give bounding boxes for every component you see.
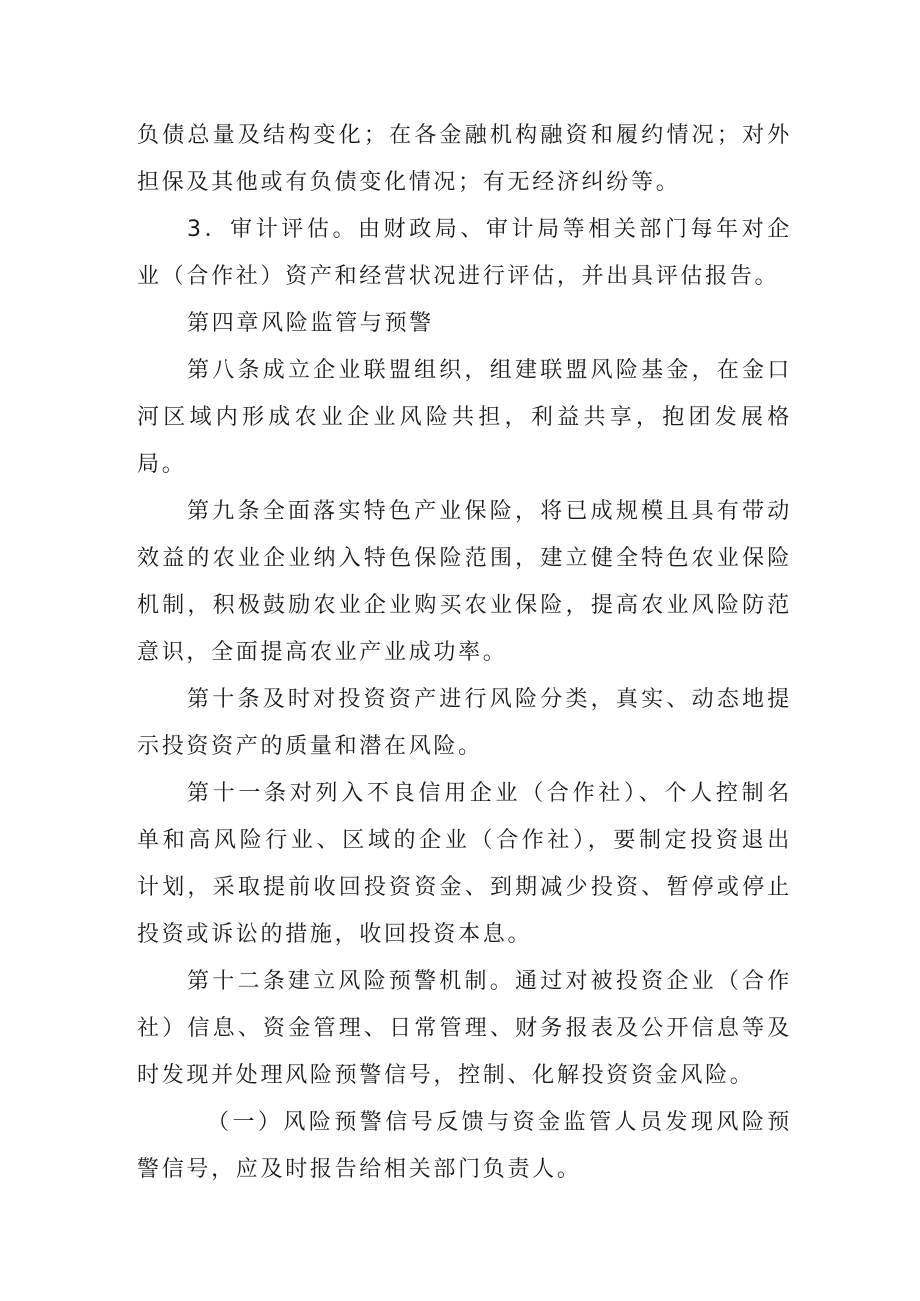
chapter-heading: 第四章风险监管与预警 [187, 311, 435, 336]
paragraph-article-8: 第八条成立企业联盟组织，组建联盟风险基金，在金口河区域内形成农业企业风险共担，利益共享，抱团发展格局。 [137, 358, 792, 477]
paragraph-article-10: 第十条及时对投资资产进行风险分类，真实、动态地提示投资资产的质量和潜在风险。 [137, 687, 792, 759]
paragraph-article-9: 第九条全面落实特色产业保险，将已成规模且具有带动效益的农业企业纳入特色保险范围，建立健全特色农业保险机制，积极鼓励农业企业购买农业保险，提高农业风险防范意识，全面提高农业产业成功率。 [137, 499, 792, 665]
paragraph-audit-assessment: 3．审计评估。由财政局、审计局等相关部门每年对企业（合作社）资产和经营状况进行评估，并出具评估报告。 [137, 217, 792, 289]
document-body [137, 112, 792, 1193]
paragraph-continuation: 负债总量及结构变化；在各金融机构融资和履约情况；对外担保及其他或有负债变化情况；有无经济纠纷等。 [137, 123, 792, 195]
paragraph-item-1: （一）风险预警信号反馈与资金监管人员发现风险预警信号，应及时报告给相关部门负责人。 [137, 1110, 792, 1182]
paragraph-article-12: 第十二条建立风险预警机制。通过对被投资企业（合作社）信息、资金管理、日常管理、财务报表及公开信息等及时发现并处理风险预警信号，控制、化解投资资金风险。 [137, 969, 792, 1088]
paragraph-article-11: 第十一条对列入不良信用企业（合作社）、个人控制名单和高风险行业、区域的企业（合作社），要制定投资退出计划，采取提前收回投资资金、到期减少投资、暂停或停止投资或诉讼的措施，收回投资本息。 [137, 781, 792, 947]
